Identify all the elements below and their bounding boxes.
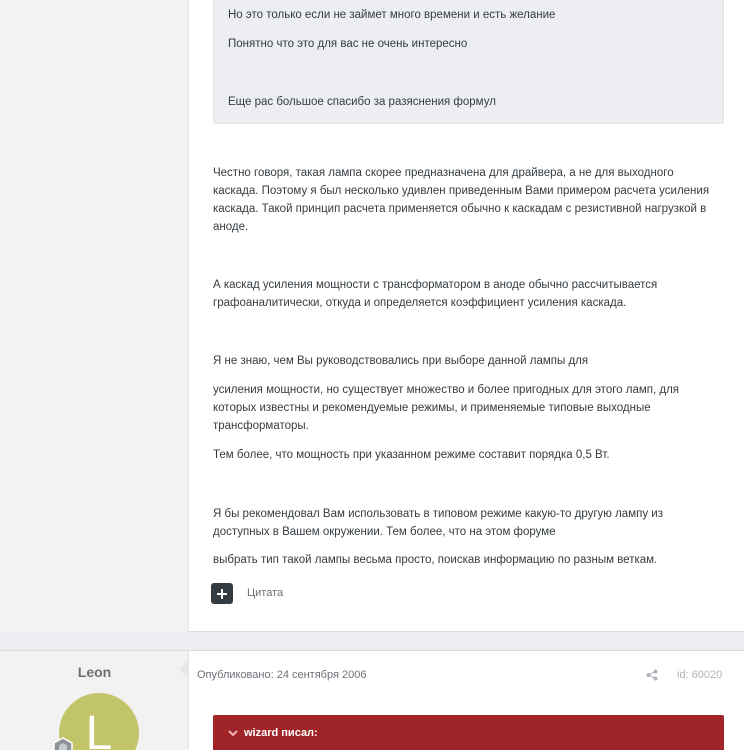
quote-line: Понятно что это для вас не очень интересно [228, 38, 468, 50]
author-column [0, 0, 189, 632]
quote-header [213, 715, 724, 750]
forum-post [0, 650, 744, 750]
post-paragraph: Честно говоря, такая лампа скорее предназначена для драйвера, а не для выходного каскада. Поэтому я был несколько удивлен приведенным Вами примером расчета усиления каскада. Такой принцип расчета применяется обычно к каскадам с резистивной нагрузкой в аноде. [213, 167, 710, 233]
author-name[interactable]: Leon [77, 664, 112, 680]
quote-line: Еще рас большое спасибо за разяснения формул [228, 96, 496, 108]
post-id[interactable]: id: 60020 [677, 669, 723, 681]
quoted-block [213, 0, 724, 124]
post-paragraph: А каскад усиления мощности с трансформатором в аноде обычно рассчитывается графоаналитически, откуда и определяется коэффициент усиления каскада. [213, 279, 658, 309]
author-column [0, 651, 189, 750]
post-paragraph: Я не знаю, чем Вы руководствовались при выборе данной лампы для [213, 355, 589, 367]
post-paragraph: усиления мощности, но существует множество и более пригодных для этого ламп, для которых известны и рекомендуемые режимы, и применяемые типовые выходные трансформаторы. [213, 384, 680, 432]
post-paragraph: выбрать тип такой лампы весьма просто, поискав информацию по разным веткам. [213, 554, 658, 566]
post-pointer [179, 659, 189, 679]
post-paragraph: Я бы рекомендовал Вам использовать в типовом режиме какую-то другую лампу из доступных в Вашем окружении. Тем более, что на этом форуме [213, 508, 663, 538]
rank-badge-icon [52, 737, 74, 750]
post-paragraph: Тем более, что мощность при указанном режиме составит порядка 0,5 Вт. [213, 449, 610, 461]
avatar[interactable]: L [59, 693, 139, 750]
post-date: Опубликовано: 24 сентября 2006 [197, 669, 367, 681]
quote-button[interactable]: Цитата [247, 587, 284, 599]
chevron-down-icon[interactable] [227, 727, 239, 739]
share-icon[interactable] [646, 669, 658, 681]
quote-line: Но это только если не займет много времени и есть желание [228, 9, 556, 21]
plus-icon [217, 589, 227, 599]
quote-author: wizard писал: [244, 727, 318, 739]
multiquote-button[interactable] [211, 583, 233, 604]
